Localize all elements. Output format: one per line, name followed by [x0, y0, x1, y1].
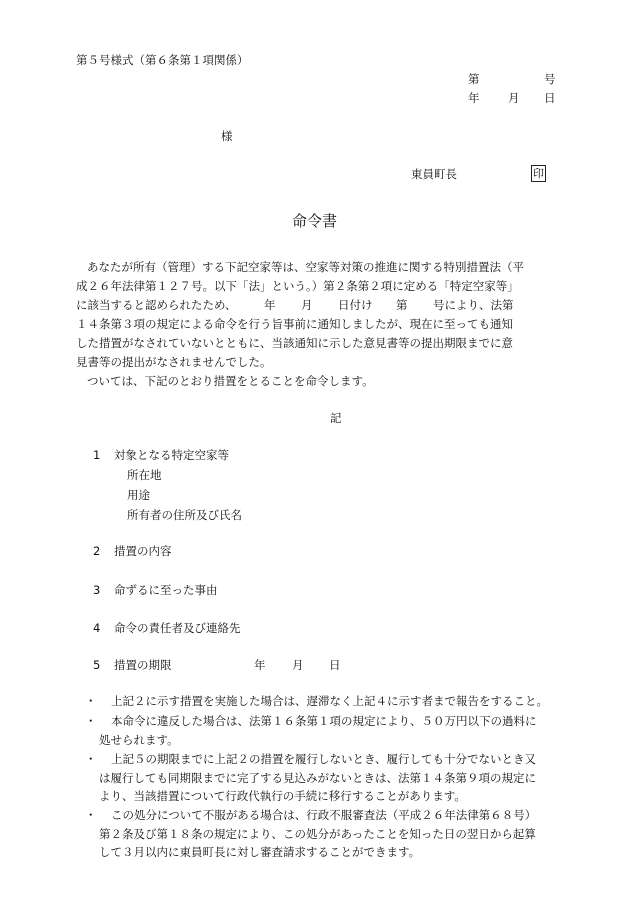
item-3-label: 命ずるに至った事由	[114, 583, 218, 597]
ki-heading: 記	[330, 411, 342, 425]
bullet-dot: ・	[85, 714, 97, 728]
item-5-number: 5	[93, 658, 101, 672]
note-2	[85, 712, 561, 749]
date-day-label: 日	[544, 91, 556, 105]
item-3-number: 3	[93, 583, 101, 597]
body-line-3-month: 月	[301, 298, 313, 312]
note-3	[85, 750, 561, 806]
addressee-suffix: 様	[221, 129, 233, 143]
body-line-6: 見書等の提出がなされませんでした。	[76, 355, 272, 369]
date-month-label: 月	[508, 91, 520, 105]
body-paragraph	[76, 258, 558, 391]
body-line-3-day: 日付け	[338, 298, 373, 312]
item-2-number: 2	[93, 544, 101, 558]
body-line-3	[76, 296, 558, 315]
item-2-label: 措置の内容	[114, 544, 172, 558]
note-3-line-3: より、当該措置について行政代執行の手続に移行することがあります。	[99, 789, 466, 803]
form-identifier: 第５号様式（第６条第１項関係）	[76, 53, 249, 67]
item-1-owner: 所有者の住所及び氏名	[127, 508, 242, 522]
bullet-dot: ・	[85, 752, 97, 766]
seal-mark: 印	[533, 167, 544, 180]
item-5-day: 日	[329, 658, 341, 672]
note-4	[85, 806, 561, 862]
note-2-line-1: 本命令に違反した場合は、法第１６条第１項の規定により、５０万円以下の過料に	[111, 714, 537, 728]
body-line-3-go: 号により、法第	[433, 298, 514, 312]
date-year-label: 年	[468, 91, 480, 105]
bullet-dot: ・	[85, 808, 97, 822]
note-4-line-2: 第２条及び第１８条の規定により、この処分があったことを知った日の翌日から起算	[99, 826, 536, 841]
item-5-label: 措置の期限	[114, 658, 172, 672]
item-5-year: 年	[254, 658, 266, 672]
note-1-line-1: 上記２に示す措置を実施した場合は、遅滞なく上記４に示す者まで報告をすること。	[111, 694, 548, 708]
body-line-5: した措置がなされていないとともに、当該通知に示した意見書等の提出期限までに意	[76, 336, 513, 350]
note-4-line-1: この処分について不服がある場合は、行政不服審査法（平成２６年法律第６８号）	[111, 808, 537, 822]
item-4-number: 4	[93, 621, 101, 635]
document-title: 命令書	[292, 212, 338, 230]
note-2-line-2: 処せられます。	[99, 732, 179, 747]
note-1	[85, 692, 561, 710]
item-4-label: 命令の責任者及び連絡先	[114, 621, 241, 635]
doc-number-suffix: 号	[544, 72, 556, 86]
body-line-7: ついては、下記のとおり措置をとることを命令します。	[87, 374, 374, 388]
issuer-name: 東員町長	[411, 167, 457, 181]
bullet-dot: ・	[85, 694, 97, 708]
body-line-3-dai: 第	[396, 298, 408, 312]
body-line-3-a: に該当すると認められたため、	[76, 298, 237, 312]
body-line-2: 成２６年法律第１２７号。以下「法」という。）第２条第２項に定める「特定空家等」	[76, 279, 519, 293]
item-5-month: 月	[292, 658, 304, 672]
note-3-line-1: 上記５の期限までに上記２の措置を履行しないとき、履行しても十分でないとき又	[111, 752, 537, 766]
note-3-line-2: は履行しても同期限までに完了する見込みがないときは、法第１４条第９項の規定に	[99, 770, 536, 785]
note-4-line-3: して３月以内に東員町長に対し審査請求することができます。	[99, 845, 421, 859]
item-1-number: 1	[93, 448, 101, 462]
body-line-3-year: 年	[264, 298, 276, 312]
item-1-label: 対象となる特定空家等	[114, 448, 229, 462]
body-line-1: あなたが所有（管理）する下記空家等は、空家等対策の推進に関する特別措置法（平	[87, 260, 524, 274]
doc-number-prefix: 第	[468, 72, 480, 86]
body-line-4: １４条第３項の規定による命令を行う旨事前に通知しましたが、現在に至っても通知	[76, 317, 513, 331]
item-1-usage: 用途	[127, 488, 150, 502]
item-1-location: 所在地	[127, 468, 162, 482]
